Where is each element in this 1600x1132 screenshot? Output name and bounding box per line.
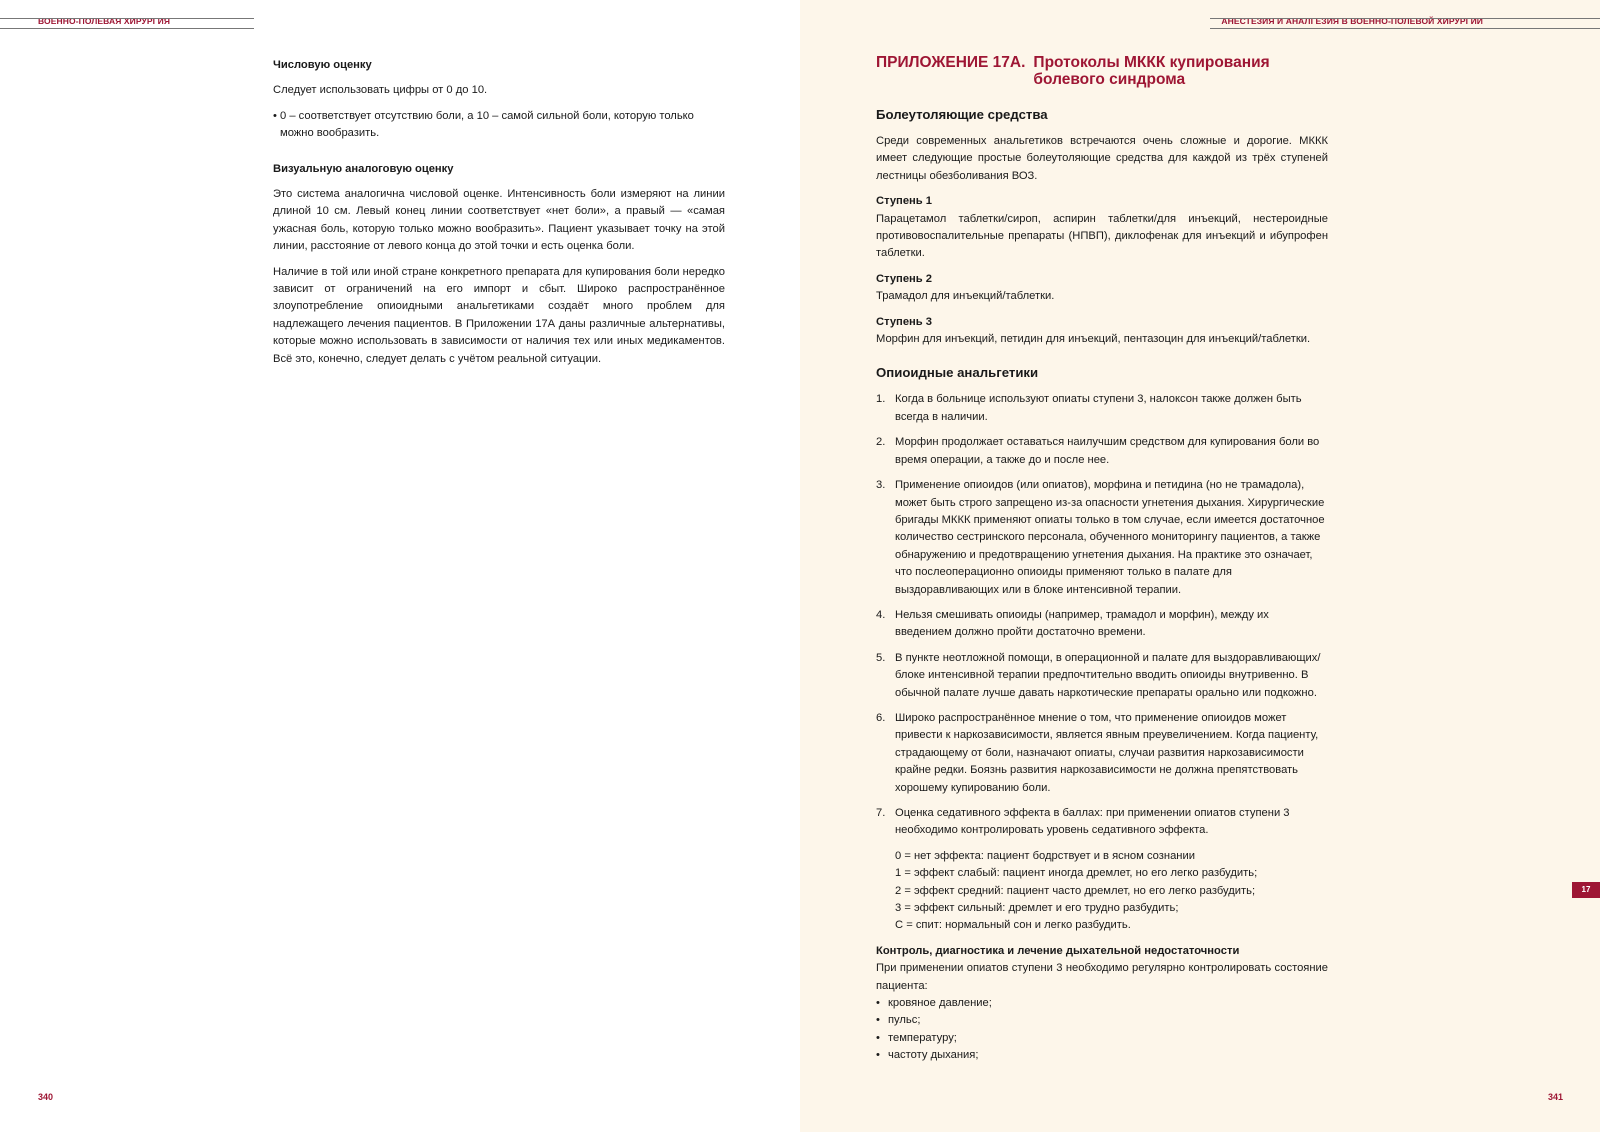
list-item-number: 5. [876,651,886,664]
step-text: Парацетамол таблетки/сироп, аспирин таблетки/для инъекций, нестероидные противовоспалительные препараты (НПВП), диклофенак для инъекций и ибупрофен таблетки. [876,212,1328,260]
control-text: При применении опиатов ступени 3 необходимо регулярно контролировать состояние пациента: [876,962,1328,992]
numeric-scale-text: Следует использовать цифры от 0 до 10. [273,84,488,97]
step-block [876,314,1328,349]
sedation-level: С = спит: нормальный сон и легко разбудить. [895,919,1131,932]
right-running-head: АНЕСТЕЗИЯ И АНАЛГЕЗИЯ В ВОЕННО-ПОЛЕВОЙ ХИРУРГИИ [1221,16,1483,26]
list-item: • кровяное давление; [876,995,1328,1012]
list-item [876,434,1328,469]
list-item-number: 1. [876,393,886,406]
left-text-column [273,57,725,376]
list-item [876,391,1328,426]
list-item-text: Когда в больнице используют опиаты ступени 3, налоксон также должен быть всегда в наличии. [895,393,1302,423]
list-item [876,607,1328,642]
appendix-number: ПРИЛОЖЕНИЕ 17А. [876,54,1026,71]
list-item: • частоту дыхания; [876,1047,1328,1064]
list-item-text: Оценка седативного эффекта в баллах: при применении опиатов ступени 3 необходимо контролировать уровень седативного эффекта. [895,807,1290,837]
list-item [876,477,1328,599]
availability-text: Наличие в той или иной стране конкретного препарата для купирования боли нередко зависит от ограничений на его импорт и сбыт. Широко распространённое злоупотребление опиоидными анальгетиками создаёт много проблем для надлежащего лечения пациентов. В Приложении 17А даны различные альтернативы, которые можно использовать в зависимости от наличия тех или иных медикаментов. Всё это, конечно, следует делать с учётом реальной ситуации. [273,265,725,365]
step-label: Ступень 1 [876,195,933,208]
appendix-title-text: Протоколы МККК купирования болевого синдрома [1033,54,1270,88]
list-item-number: 2. [876,436,886,449]
list-item-text: Широко распространённое мнение о том, что применение опиоидов может привести к наркозависимости, является явным преувеличением. Когда пациенту, страдающему от боли, назначают опиаты, случаи развития наркозависимости крайне редки. Боязнь развития наркозависимости не должна препятствовать хорошему купированию боли. [895,711,1319,794]
list-item-number: 7. [876,807,886,819]
sedation-level: 0 = нет эффекта: пациент бодрствует и в ясном сознании [895,849,1195,862]
list-item: • температуру; [876,1030,1328,1047]
visual-scale-heading: Визуальную аналоговую оценку [273,162,454,175]
right-page-number: 341 [1547,1092,1563,1102]
list-item: • пульс; [876,1012,1328,1029]
numeric-scale-heading: Числовую оценку [273,59,372,71]
opioid-heading: Опиоидные анальгетики [876,365,1039,381]
list-item-text: Применение опиоидов (или опиатов), морфина и петидина (но не трамадола), может быть строго запрещено из-за опасности угнетения дыхания. Хирургические бригады МККК применяют опиаты только в том случае, если имеется достаточное количество сестринского персонала, обученного мониторингу пациентов, а также обнаружению и предотвращению угнетения дыхания. На практике это означает, что послеоперационно опиоиды применяют только в палате для выздоравливающих или в блоке интенсивной терапии. [895,479,1325,596]
list-item [876,650,1328,702]
control-heading: Контроль, диагностика и лечение дыхательной недостаточности [876,944,1240,957]
chapter-tab: 17 [1572,882,1600,898]
list-item-text: Морфин продолжает оставаться наилучшим средством для купирования боли во время операции, а также до и после нее. [895,436,1320,466]
step-block [876,271,1328,306]
visual-scale-text: Это система аналогична числовой оценке. Интенсивность боли измеряют на линии длиной 10 см. Левый конец линии соответствует «нет боли», а правый — «самая ужасная боль, которую только можно вообразить». Пациент указывает точку на этой линии, расстояние от левого конца до этой точки и есть оценка боли. [273,188,725,253]
list-item-number: 6. [876,711,886,724]
left-running-head: ВОЕННО-ПОЛЕВАЯ ХИРУРГИЯ [38,16,171,26]
left-page-number: 340 [38,1092,54,1102]
step-label: Ступень 2 [876,272,933,285]
list-item-text: Нельзя смешивать опиоиды (например, трамадол и морфин), между их введением должно пройти достаточно времени. [895,608,1269,639]
list-item-number: 4. [876,608,886,621]
right-head-rule-top [1210,18,1600,19]
sedation-level: 3 = эффект сильный: дремлет и его трудно разбудить; [895,902,1179,915]
right-page [800,0,1600,1132]
list-item-number: 3. [876,479,886,492]
list-item [876,710,1328,797]
list-item [876,805,1328,840]
step-block [876,193,1328,263]
left-head-rule-bottom [0,28,254,29]
right-head-rule-bottom [1210,28,1600,29]
step-text: Морфин для инъекций, петидин для инъекций, пентазоцин для инъекций/таблетки. [876,333,1311,346]
analgesics-heading: Болеутоляющие средства [876,107,1048,122]
right-text-column [876,54,1328,1065]
control-list [876,995,1328,1065]
appendix-title [876,54,1328,88]
sedation-level: 1 = эффект слабый: пациент иногда дремлет, но его легко разбудить; [895,867,1258,880]
step-label: Ступень 3 [876,315,933,328]
numeric-scale-bullet: • 0 – соответствует отсутствию боли, а 10 – самой сильной боли, которую только можно вообразить. [273,108,725,143]
sedation-level: 2 = эффект средний: пациент часто дремлет, но его легко разбудить; [895,884,1256,897]
sedation-scale [876,848,1328,935]
step-text: Трамадол для инъекций/таблетки. [876,290,1055,303]
opioid-list [876,391,1328,839]
list-item-text: В пункте неотложной помощи, в операционной и палате для выздоравливающих/блоке интенсивной терапии предпочтительно вводить опиоиды внутривенно. В обычной палате лучше давать наркотические препараты орально или подкожно. [895,651,1321,699]
analgesics-intro: Среди современных анальгетиков встречаются очень сложные и дорогие. МККК имеет следующие простые болеутоляющие средства для каждой из трёх ступеней лестницы обезболивания ВОЗ. [876,135,1328,182]
left-head-rule-top [0,18,254,19]
